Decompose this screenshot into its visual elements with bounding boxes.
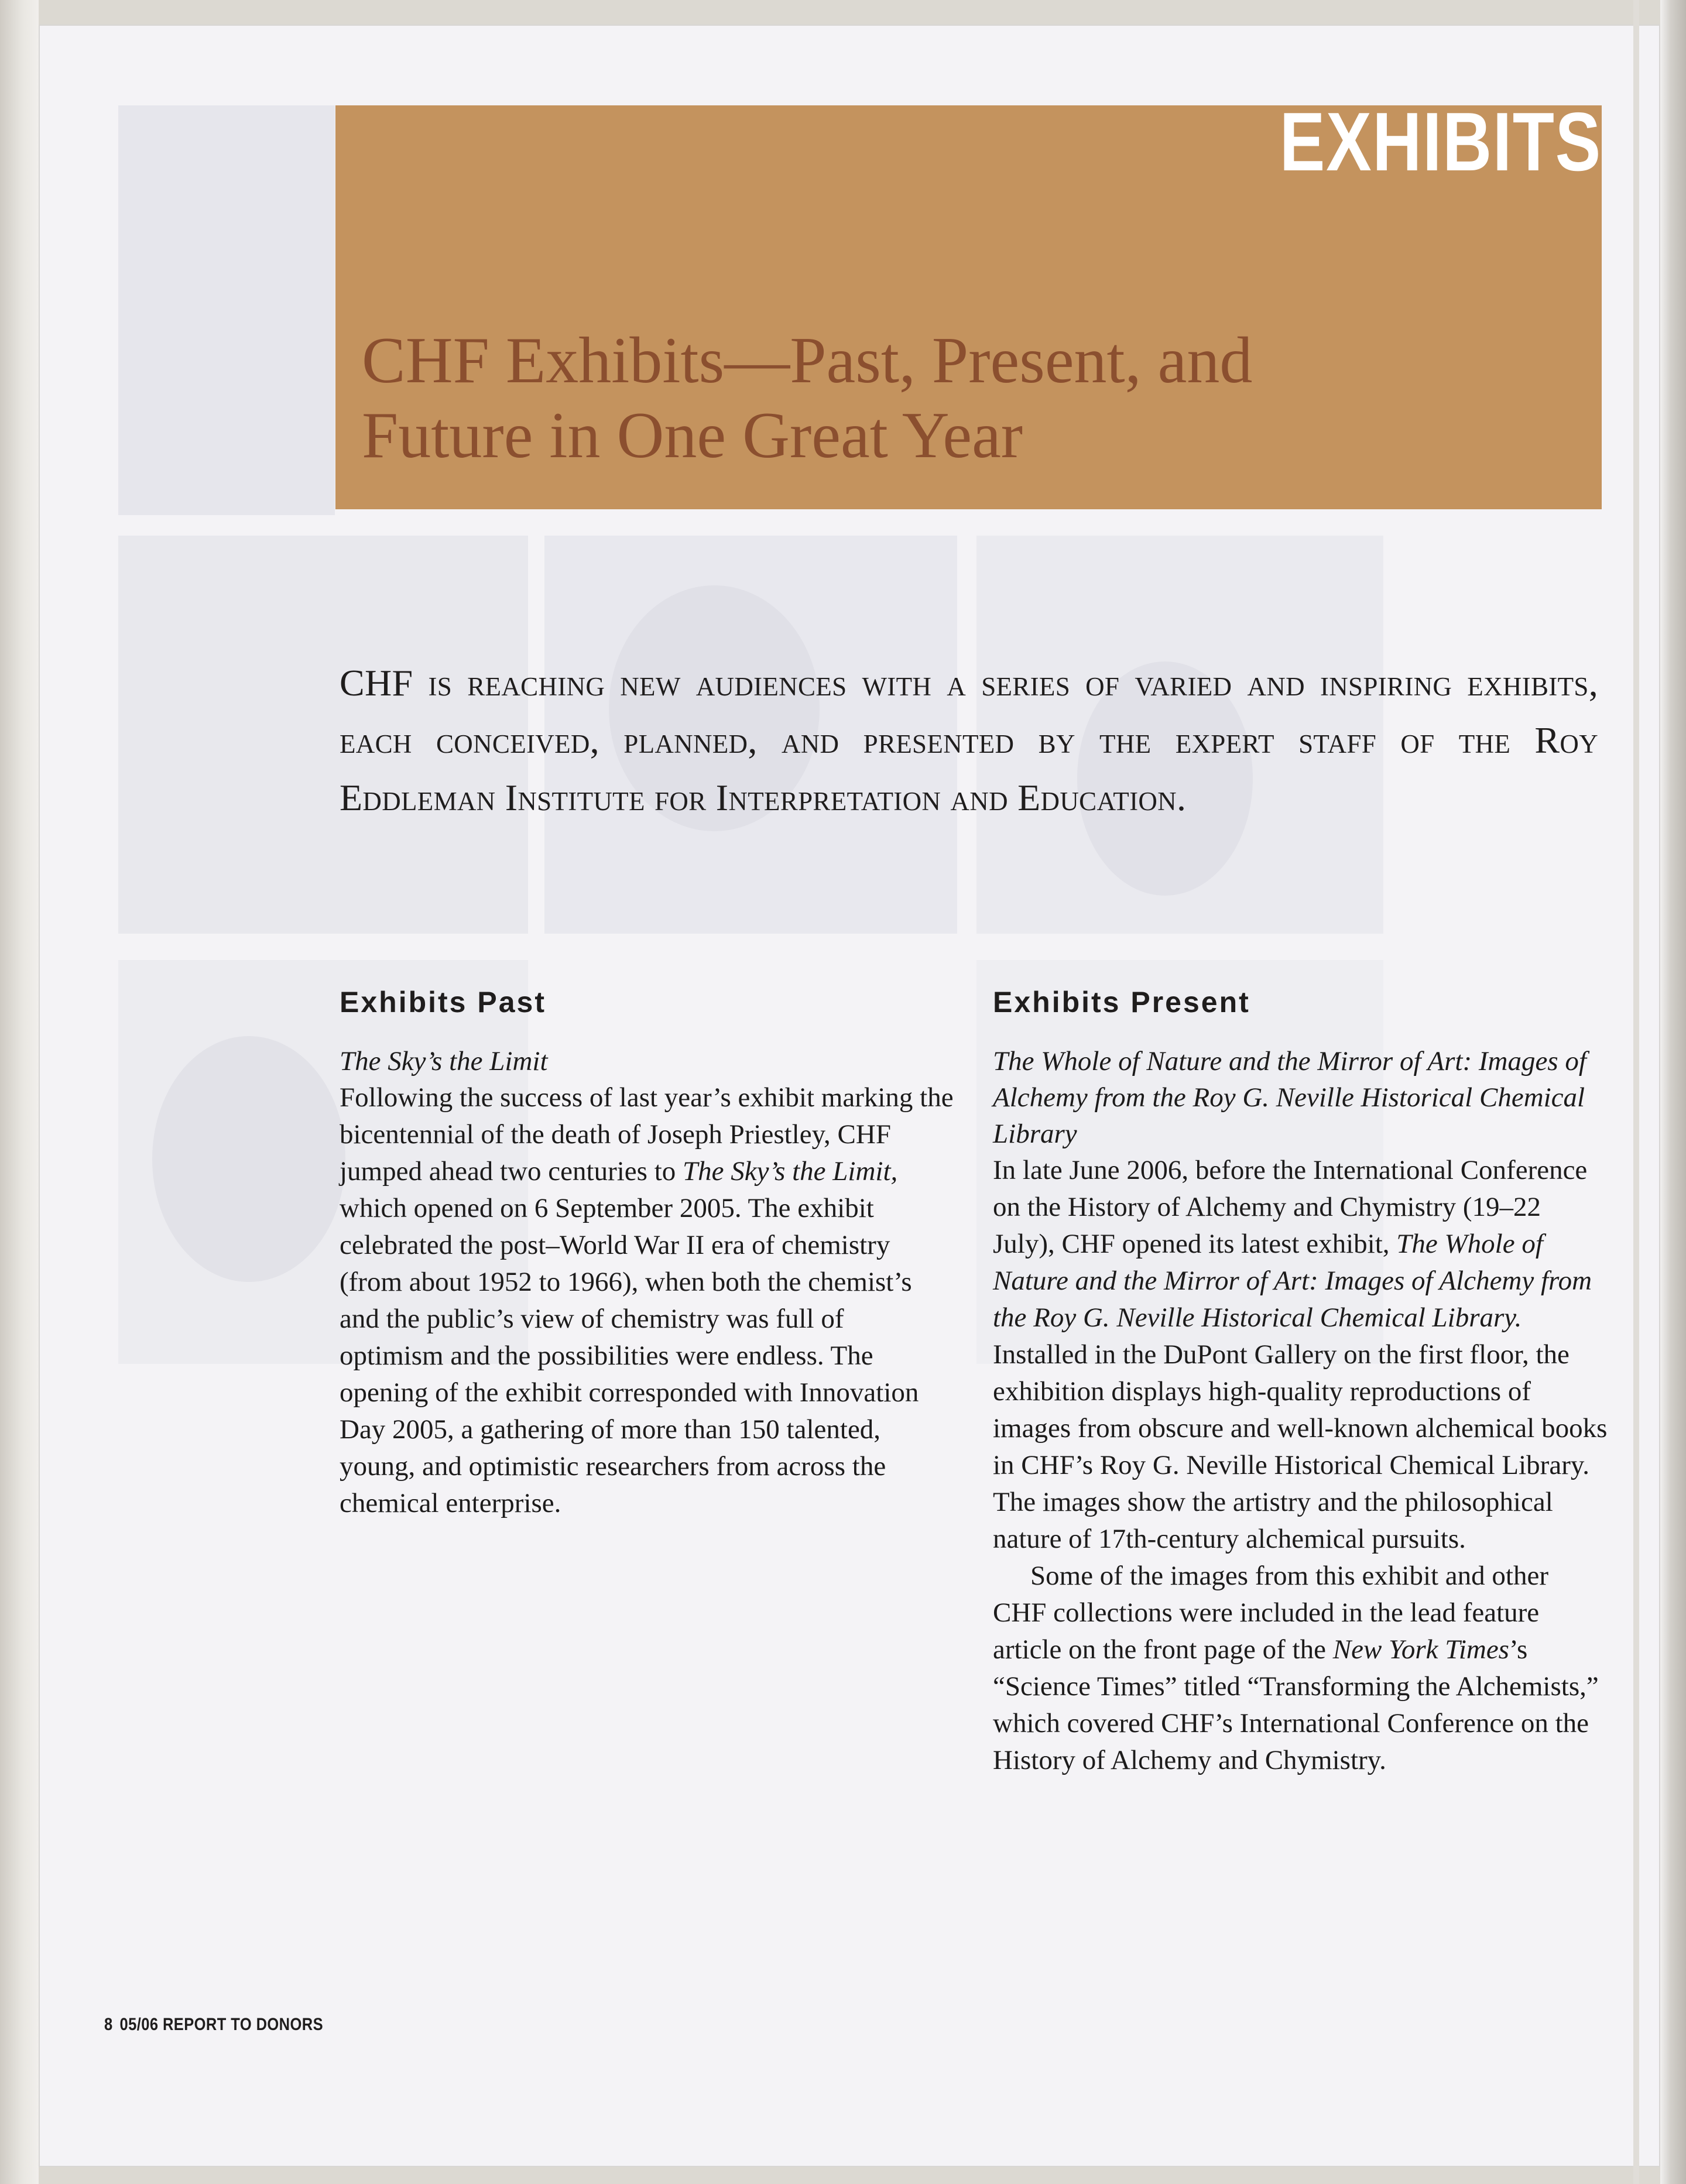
page-number: 8: [104, 2015, 113, 2034]
body-text: which opened on 6 September 2005. The exhibit celebrated the post–World War II era of chemistry (from about 1952 to 1966), when both the chemist’s and the public’s view of chemistry was full of optimism and the possibilities were endless. The opening of the exhibit corresponded with Innovation Day 2005, a gathering of more than 150 talented, young, and optimistic researchers from across the chemical enterprise.: [340, 1193, 919, 1518]
body-text: Installed in the DuPont Gallery on the first floor, the exhibition displays high-quality reproductions of images from obscure and well-known alchemical books in CHF’s Roy G. Neville Historical Chemical Library. The images show the artistry and the philosophical nature of 17th-century alchemical pursuits.: [993, 1339, 1608, 1554]
header-band: [335, 95, 1602, 509]
section-heading: Exhibits Present: [993, 986, 1250, 1019]
exhibit-title: The Whole of Nature and the Mirror of Art: Images of Alchemy from the Roy G. Neville Historical Chemical Library: [993, 1046, 1586, 1149]
publication-name: 05/06 REPORT TO DONORS: [119, 2015, 324, 2034]
body-text: ’s “Science Times” titled “Transforming the Alchemists,” which covered CHF’s International Conference on the History of Alchemy and Chymistry.: [993, 1634, 1599, 1775]
body-emphasis: The Sky’s the Limit,: [683, 1156, 898, 1187]
section-heading: Exhibits Past: [340, 986, 546, 1019]
page-title: CHF Exhibits—Past, Present, and Future in One Great Year: [362, 324, 1253, 472]
page-edge: [1660, 0, 1686, 2184]
show-through-image: [118, 105, 335, 515]
binding-gutter: [0, 0, 39, 2184]
body-paragraph: [340, 1079, 954, 1522]
body-emphasis: The Whole of Nature and the Mirror of Art: Images of Alchemy from the Roy G. Neville Historical Chemical Library.: [993, 1229, 1592, 1333]
exhibit-title: The Sky’s the Limit: [340, 1046, 548, 1076]
lede-paragraph: CHF is reaching new audiences with a series of varied and inspiring exhibits, each conceived, planned, and presented by the expert staff of the Roy Eddleman Institute for Interpretation and Education.: [340, 662, 1598, 818]
column-exhibits-past: [340, 983, 954, 1522]
body-paragraph: [993, 1558, 1608, 1779]
body-text: Following the success of last year’s exhibit marking the bicentennial of the death of Joseph Priestley, CHF jumped ahead two centuries to: [340, 1082, 954, 1187]
column-exhibits-present: [993, 983, 1608, 1779]
page-fold: [1633, 0, 1639, 2184]
body-text: In late June 2006, before the International Conference on the History of Alchemy and Chymistry (19–22 July), CHF opened its latest exhibit,: [993, 1155, 1588, 1259]
body-paragraph: [993, 1152, 1608, 1558]
section-label: EXHIBITS: [1279, 95, 1602, 188]
body-emphasis: New York Times: [1332, 1634, 1509, 1665]
show-through-portrait: [152, 1036, 345, 1282]
body-text: Some of the images from this exhibit and other CHF collections were included in the lead feature article on the front page of the: [993, 1561, 1548, 1665]
page-footer: [104, 2015, 330, 2035]
